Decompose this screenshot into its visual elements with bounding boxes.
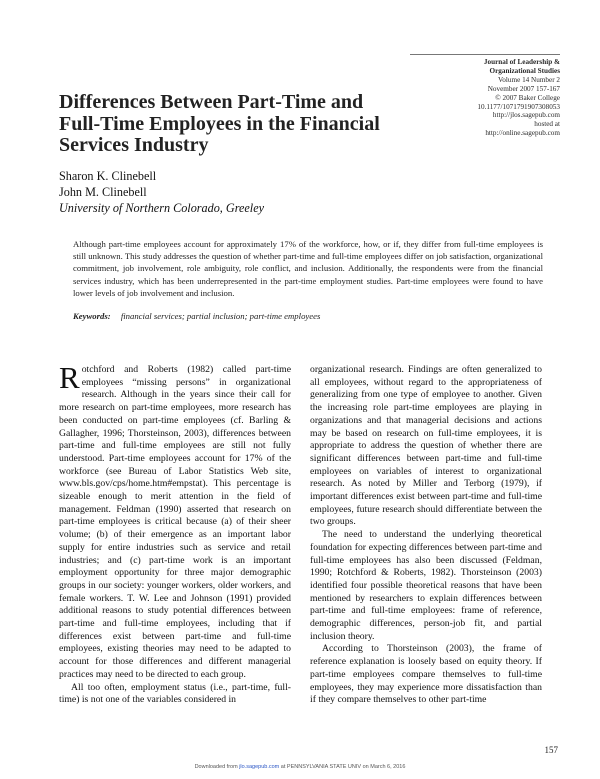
author-name: Sharon K. Clinebell: [59, 169, 157, 183]
journal-hosted-url: http://online.sagepub.com: [485, 129, 560, 138]
body-paragraph: organizational research. Findings are often generalized to all employees, without regard to the appropriateness of generalizing from one type of employee to another. Given the increasing role part-time employees are playing in organizations and that managerial decisions and actions may be based on research on full-time employees, it is appropriate to address the question of whether there are significant differences between part-time and full-time employees on variables of interest to organizational research. As noted by Miller and Terborg (1979), if important differences exist between part-time and full-time employees, future research should differentiate between the two groups.: [310, 364, 542, 528]
download-footer: [0, 764, 600, 770]
journal-date-pages: November 2007 157-167: [487, 84, 560, 93]
journal-meta-block: [390, 58, 560, 138]
footer-prefix: Downloaded from: [194, 764, 240, 770]
abstract: Although part-time employees account for approximately 17% of the workforce, how, or if, they differ from full-time employees is still unknown. This study addresses the question of whether part-time and full-time employees differ on job satisfaction, organizational commitment, job involvement, role ambiguity, role conflict, and inclusion. Additionally, the respondents were from the financial services industry, which has been underrepresented in the part-time employment studies. Part-time employees were found to have lower levels of job involvement and inclusion.: [73, 239, 543, 298]
author-affiliation: University of Northern Colorado, Greeley: [59, 201, 265, 215]
page-number: 157: [544, 745, 558, 755]
drop-cap: R: [59, 360, 80, 395]
author-block: [59, 168, 359, 216]
body-paragraph: According to Thorsteinson (2003), the frame of reference explanation is loosely based on equity theory. If part-time employees compare themselves to full-time employees, they may experience more dissatisfaction than if they compare themselves to other part-time: [310, 643, 542, 706]
body-column-right: [310, 364, 542, 707]
journal-name-line1: Journal of Leadership &: [483, 58, 560, 66]
body-paragraph: [59, 360, 291, 682]
journal-copyright: © 2007 Baker College: [495, 93, 560, 102]
author-name: John M. Clinebell: [59, 185, 147, 199]
journal-doi: 10.1177/1071791907308053: [477, 102, 560, 111]
body-column-left: [59, 360, 291, 707]
keywords: [73, 311, 543, 321]
keywords-list: financial services; partial inclusion; part-time employees: [120, 311, 321, 321]
footer-link[interactable]: jlo.sagepub.com: [239, 764, 280, 770]
body-paragraph: All too often, employment status (i.e., part-time, full-time) is not one of the variables considered in: [59, 681, 291, 706]
keywords-label: Keywords:: [73, 311, 111, 321]
article-title: Differences Between Part-Time and Full-Time Employees in the Financial Services Industry: [59, 91, 380, 156]
journal-hosted-at: hosted at: [534, 120, 560, 129]
meta-divider: [410, 54, 560, 55]
journal-name-line2: Organizational Studies: [489, 66, 560, 75]
journal-volume: Volume 14 Number 2: [498, 75, 560, 84]
footer-suffix: at PENNSYLVANIA STATE UNIV on March 6, 2016: [279, 764, 406, 770]
body-paragraph: The need to understand the underlying theoretical foundation for expecting differences between part-time and full-time employees has also been discussed (Feldman, 1990; Rotchford & Roberts, 1982). Thorsteinson (2003) identified four possible theoretical reasons that have been mentioned by researchers to explain differences between part-time and full-time employees: frame of reference, demographic differences, person-job fit, and partial inclusion theory.: [310, 529, 542, 642]
journal-url: http://jlos.sagepub.com: [492, 111, 560, 120]
body-paragraph-text: otchford and Roberts (1982) called part-time employees “missing persons” in organizational research. Although in the years since their call for more research on part-time employees, more research has been conducted on part-time employees (cf. Barling & Gallagher, 1996; Thorsteinson, 2003), differences between part-time and full-time employees are still not fully understood. Part-time employees account for 17% of the workforce (see Bureau of Labor Statistics Web site, www.bls.gov/cps/home.htm#empstat). This percentage is sizeable enough to merit attention in the field of management. Feldman (1990) asserted that research on part-time employees is critical because (a) of their sheer volume; (b) of their emergence as an important labor supply for entire industries such as service and retail industries; and (c) part-time work is an important employment opportunity for three major demographic groups in our society: younger workers, older workers, and female workers. T. W. Lee and Johnson (1991) provided additional reasons to study potential differences between part-time and full-time employees, including that if differences exist between part-time and full-time employees, existing theories may need to be adapted to account for those differences and different managerial practices may need to be directed to each group.: [59, 364, 291, 680]
